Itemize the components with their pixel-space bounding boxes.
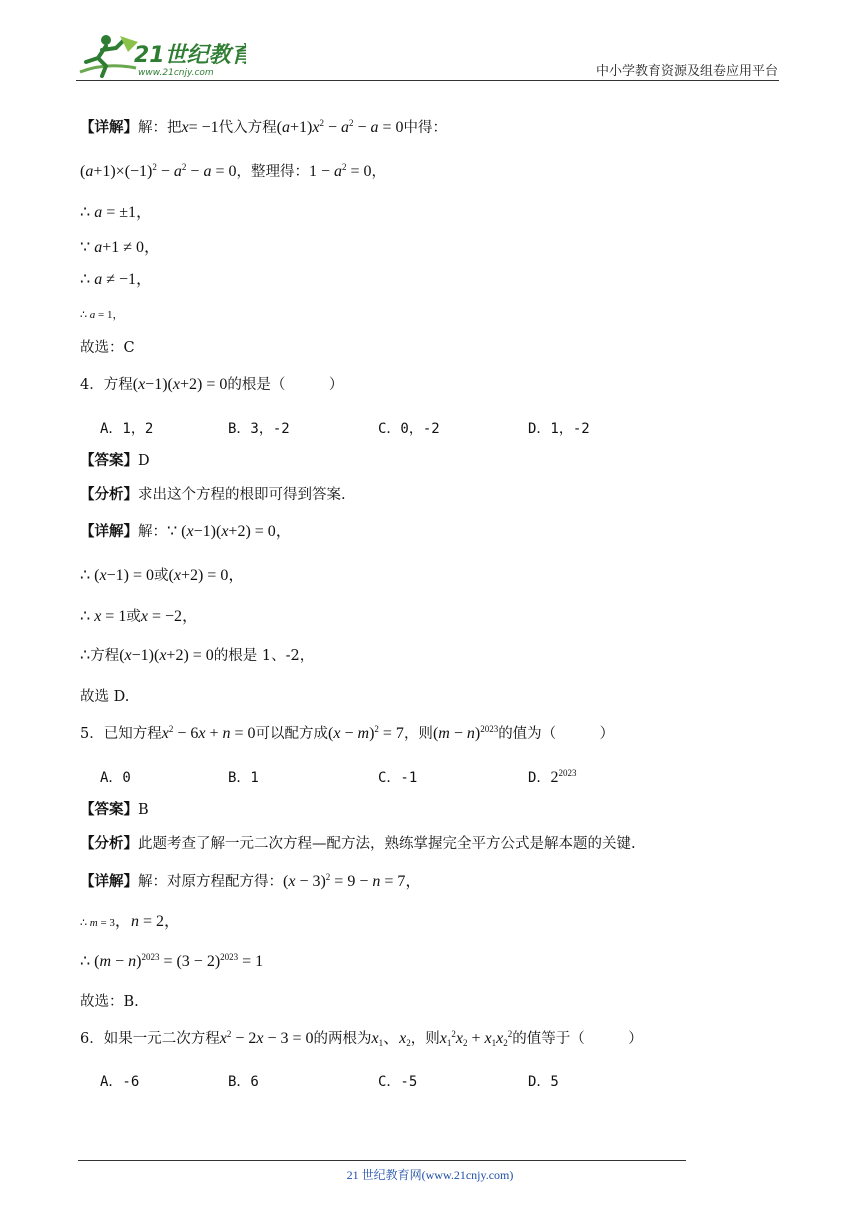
logo-url: www.21cnjy.com (138, 68, 214, 78)
site-logo (76, 32, 246, 80)
header-divider (76, 80, 779, 81)
q4-option-b: B．3，-2 (228, 421, 290, 437)
q6-stem: 6．如果一元二次方程$x^2 - 2x - 3 = 0$的两根为$x_1$、$x_2$，则$x_1^2x_2 + x_1x_2^2$的值等于（ ） (80, 1029, 643, 1048)
q4-step-2: ∴ x = 1或x = −2， (80, 608, 198, 625)
q3-answer: 故选：C (80, 340, 135, 356)
q3-step-because: ∵ a+1 ≠ 0， (80, 239, 160, 256)
q5-step-1: ∴ m = 3，n = 2， (80, 913, 180, 930)
q4-final: 故选 D. (80, 689, 130, 705)
q3-step-therefore-1: ∴ a = ±1， (80, 204, 152, 221)
footer-link[interactable]: 21 世纪教育网(www.21cnjy.com) (346, 1168, 514, 1182)
q4-stem: 4．方程(x−1)(x+2) = 0的根是（ ） (80, 376, 344, 393)
q6-option-d: D．5 (528, 1074, 559, 1090)
q4-analysis: 【分析】求出这个方程的根即可得到答案. (80, 486, 346, 503)
q5-stem: 5．已知方程$x^2 - 6x + n = 0$可以配方成$(x - m)^2 = 7$，则$(m - n)^{2023}$的值为（ ） (80, 724, 615, 742)
q4-step-3: ∴方程(x−1)(x+2) = 0的根是 1、-2， (80, 647, 315, 664)
q6-option-b: B．6 (228, 1074, 259, 1090)
q3-step-therefore-3: ∴ a = 1， (80, 309, 124, 321)
q5-analysis: 【分析】此题考查了解一元二次方程—配方法，熟练掌握完全平方公式是解本题的关键. (80, 835, 636, 852)
q4-answer: 【答案】D (80, 452, 150, 469)
logo-title: 21世纪教育 (134, 43, 246, 68)
q5-option-b: B．1 (228, 770, 259, 786)
footer-divider (78, 1160, 686, 1161)
q4-option-d: D．1，-2 (528, 421, 590, 437)
q6-option-c: C．-5 (378, 1074, 418, 1090)
q4-detail: 【详解】解：∵ (x−1)(x+2) = 0， (80, 523, 292, 540)
q6-option-a: A．-6 (100, 1074, 140, 1090)
q4-option-c: C．0，-2 (378, 421, 440, 437)
q3-step-therefore-2: ∴ a ≠ −1， (80, 271, 152, 288)
q4-step-1: ∴ (x−1) = 0或(x+2) = 0， (80, 567, 245, 584)
q5-detail: 【详解】解：对原方程配方得：$(x - 3)^2 = 9 - n = 7$， (80, 872, 422, 890)
q5-step-2: ∴ $(m - n)^{2023} = (3 - 2)^{2023} = 1$ (80, 952, 264, 970)
q5-final: 故选：B. (80, 994, 139, 1010)
header-slogan: 中小学教育资源及组卷应用平台 (595, 64, 778, 79)
q3-detail-line: 【详解】解：把x= −1代入方程$(a+1)x^2 - a^2 - a = 0$中得： (80, 118, 448, 136)
q3-substitution-line: $(a+1)\times(-1)^2 - a^2 - a = 0$，整理得：$1 - a^2 = 0$， (80, 162, 387, 180)
q5-option-c: C．-1 (378, 770, 418, 786)
q5-option-d: D．$2^{2023}$ (528, 768, 577, 786)
q4-option-a: A．1，2 (100, 421, 154, 437)
q5-answer: 【答案】B (80, 801, 149, 818)
q5-option-a: A．0 (100, 770, 131, 786)
runner-logo-icon (76, 32, 246, 80)
